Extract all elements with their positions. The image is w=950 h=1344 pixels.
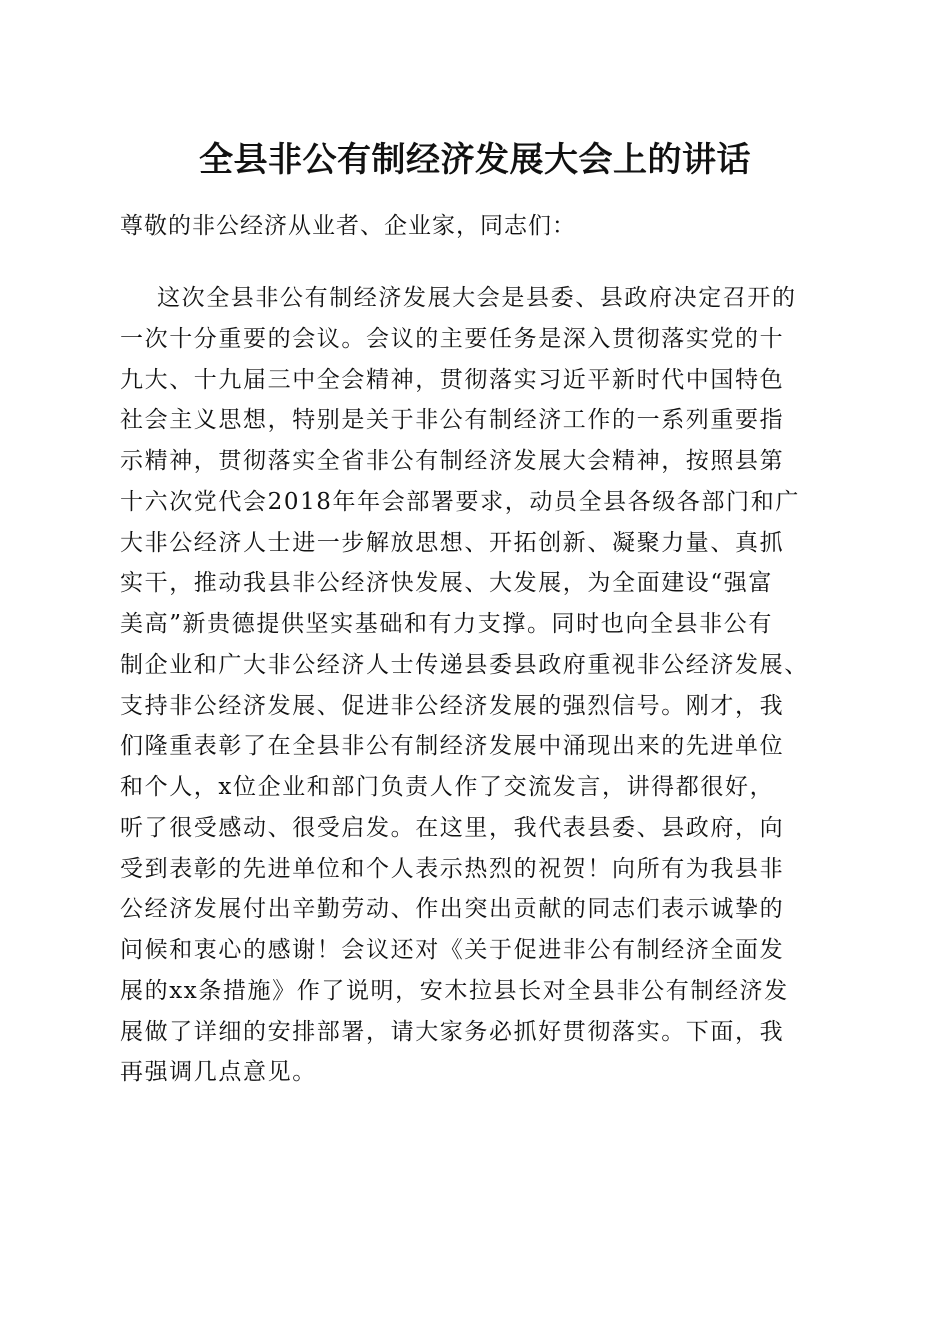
paragraph-line: 听了很受感动、很受启发。在这里，我代表县委、县政府，向 <box>120 814 785 841</box>
paragraph-line: 这次全县非公有制经济发展大会是县委、县政府决定召开的 <box>157 285 797 311</box>
paragraph-line: 公经济发展付出辛勤劳动、作出突出贡献的同志们表示诚挚的 <box>120 896 785 923</box>
paragraph-line: 问候和衷心的感谢！会议还对《关于促进非公有制经济全面发 <box>120 937 785 963</box>
paragraph-line: 一次十分重要的会议。会议的主要任务是深入贯彻落实党的十 <box>120 325 785 352</box>
paragraph-line: 再强调几点意见。 <box>120 1059 317 1086</box>
paragraph-line: 展的xx条措施》作了说明，安木拉县长对全县非公有制经济发 <box>120 977 789 1004</box>
paragraph-line: 示精神，贯彻落实全省非公有制经济发展大会精神，按照县第 <box>120 448 785 474</box>
salutation: 尊敬的非公经济从业者、企业家，同志们： <box>120 213 576 239</box>
paragraph-line: 九大、十九届三中全会精神，贯彻落实习近平新时代中国特色 <box>120 366 785 393</box>
paragraph-line: 美高”新贵德提供坚实基础和有力支撑。同时也向全县非公有 <box>120 611 773 637</box>
paragraph-line: 制企业和广大非公经济人士传递县委县政府重视非公经济发展、 <box>120 651 809 678</box>
paragraph-line: 受到表彰的先进单位和个人表示热烈的祝贺！向所有为我县非 <box>120 855 785 882</box>
paragraph-line: 大非公经济人士进一步解放思想、开拓创新、凝聚力量、真抓 <box>120 529 785 556</box>
paragraph-line: 展做了详细的安排部署，请大家务必抓好贯彻落实。下面，我 <box>120 1018 785 1045</box>
paragraph-line: 实干，推动我县非公经济快发展、大发展，为全面建设“强富 <box>120 570 773 597</box>
speech-paragraph <box>120 278 840 1093</box>
paragraph-line: 和个人，x位企业和部门负责人作了交流发言，讲得都很好， <box>120 774 775 800</box>
paragraph-line: 们隆重表彰了在全县非公有制经济发展中涌现出来的先进单位 <box>120 733 785 760</box>
paragraph-line: 十六次党代会2018年年会部署要求，动员全县各级各部门和广 <box>120 488 800 515</box>
paragraph-line: 支持非公经济发展、促进非公经济发展的强烈信号。刚才，我 <box>120 692 785 719</box>
document-title: 全县非公有制经济发展大会上的讲话 <box>199 140 751 180</box>
paragraph-line: 社会主义思想，特别是关于非公有制经济工作的一系列重要指 <box>120 407 785 434</box>
